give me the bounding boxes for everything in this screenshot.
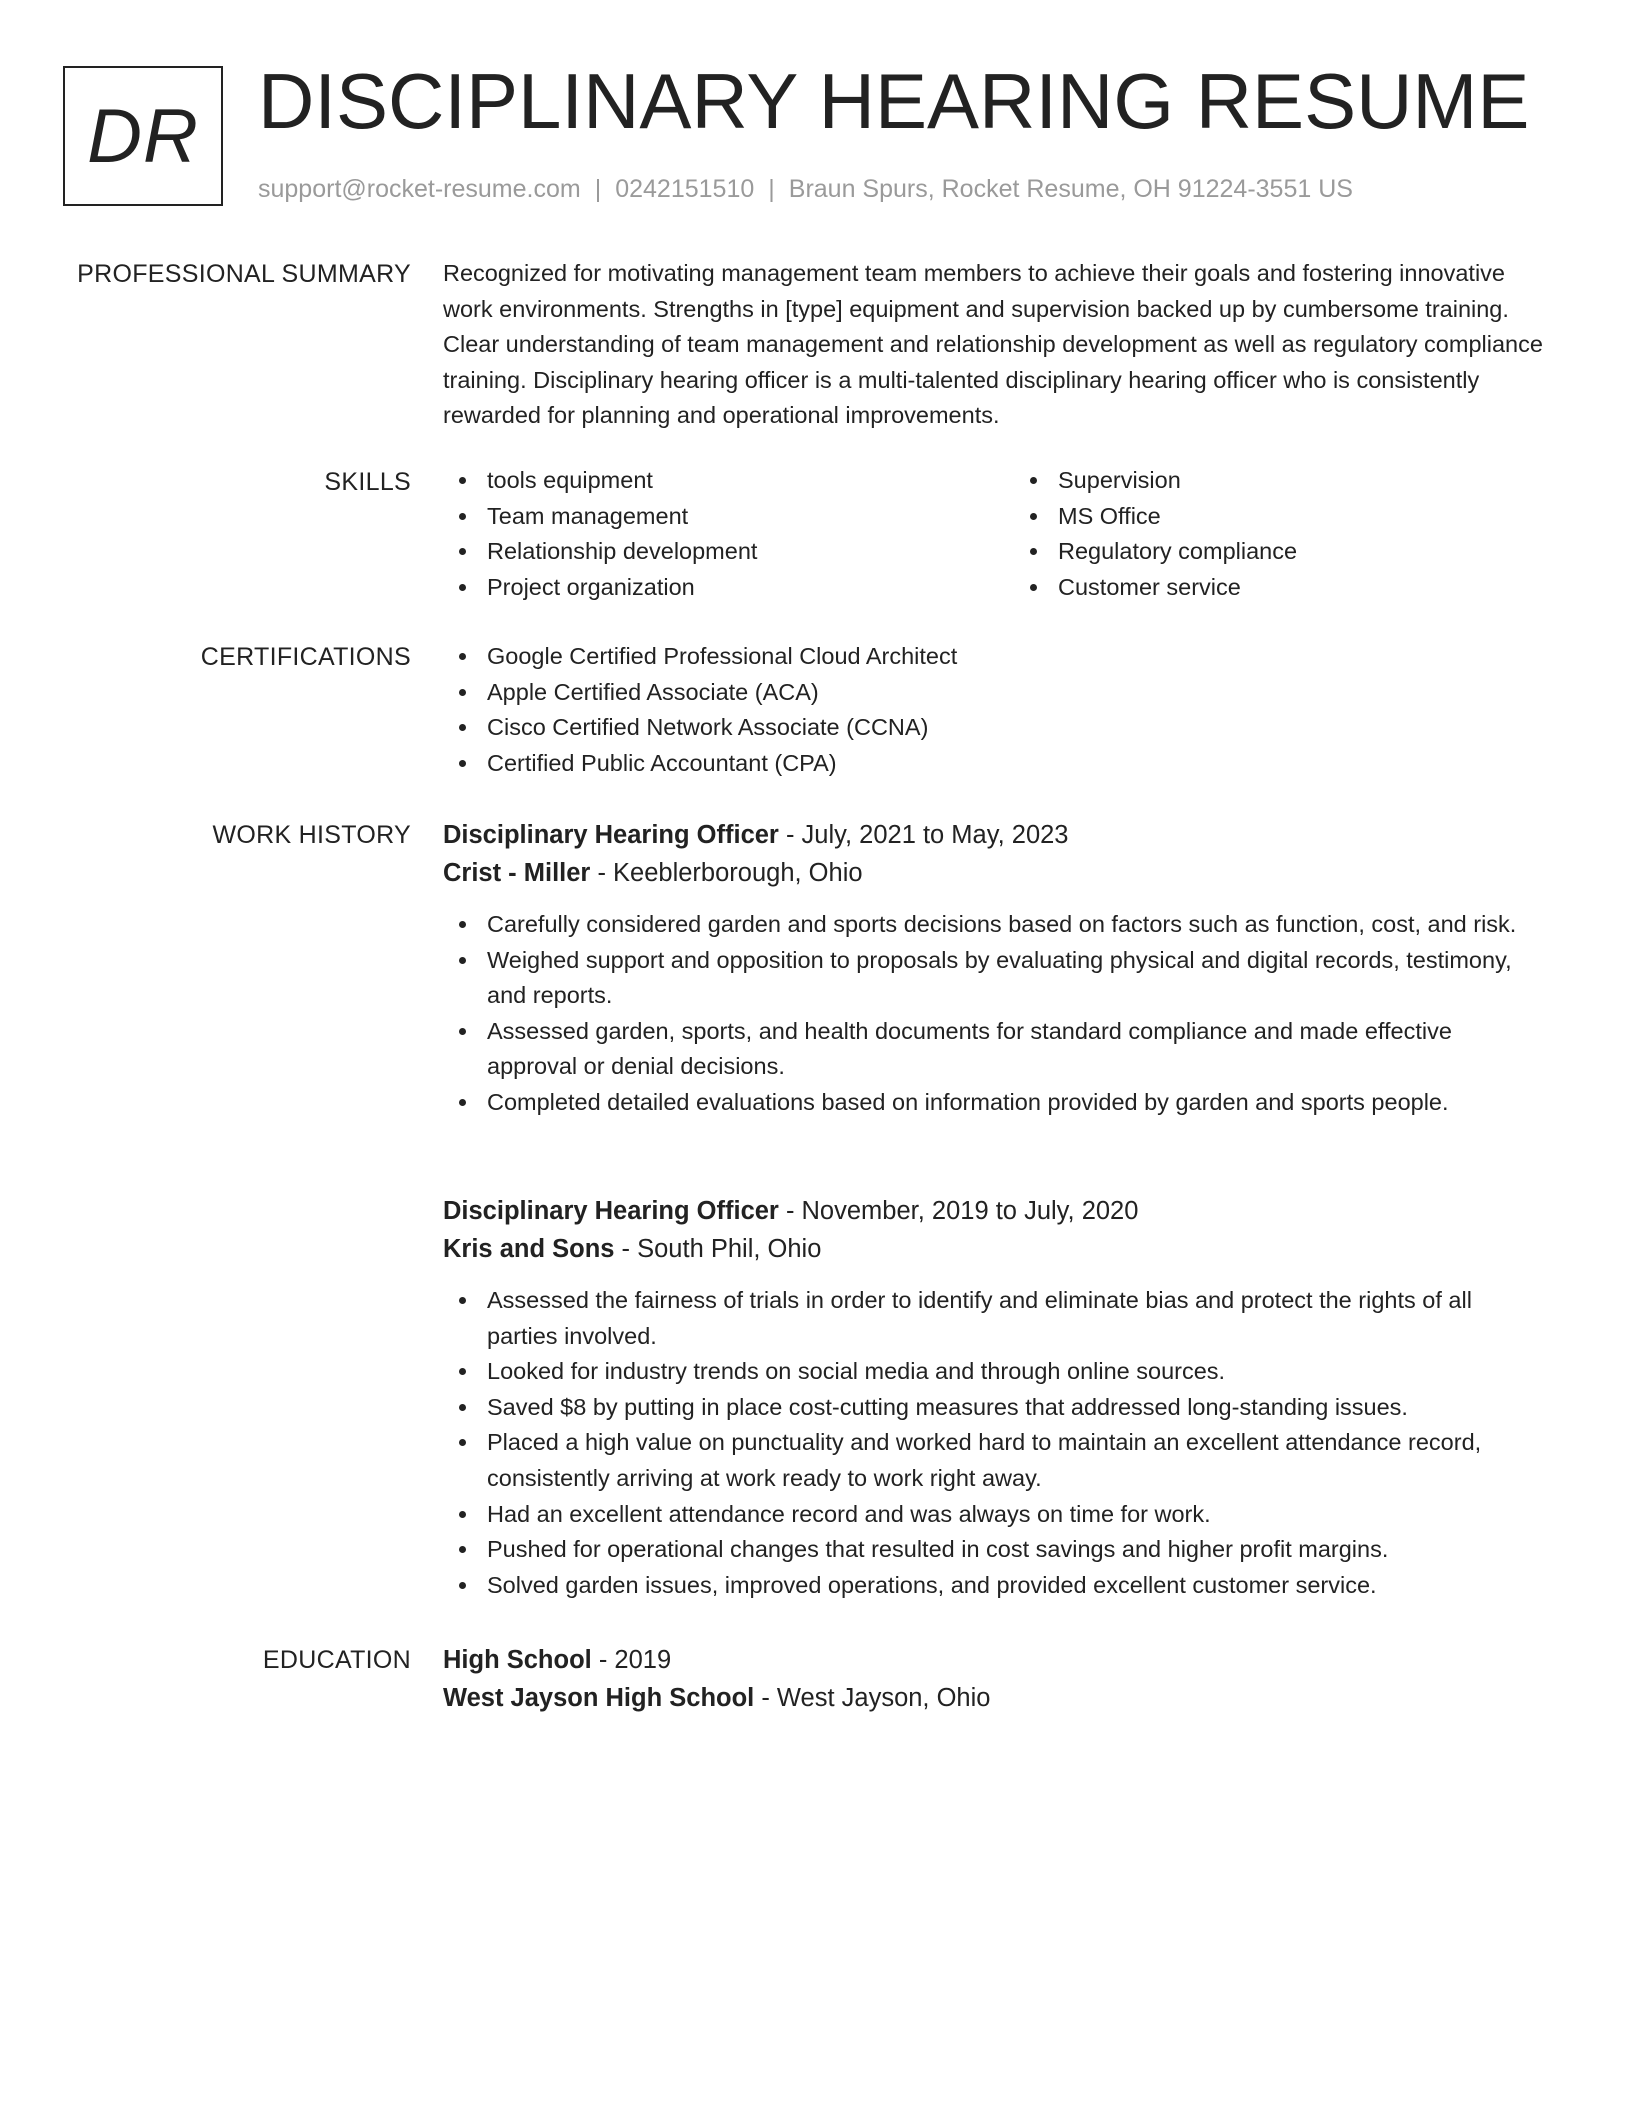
job-dates: - November, 2019 to July, 2020	[778, 1197, 1139, 1225]
job-bullet: Completed detailed evaluations based on information provided by garden and sports people.	[487, 1085, 1543, 1121]
job-bullet: Placed a high value on punctuality and worked hard to maintain an excellent attendance record, consistently arriving at work ready to work right away.	[487, 1425, 1543, 1496]
summary-section	[443, 256, 1543, 434]
contact-address: Braun Spurs, Rocket Resume, OH 91224-3551 US	[788, 175, 1353, 203]
section-label-work-history: WORK HISTORY	[212, 821, 411, 849]
contact-line	[258, 172, 1353, 206]
skills-list-left	[443, 463, 972, 605]
monogram-badge: DR	[63, 66, 223, 206]
education-degree-line	[443, 1641, 1543, 1679]
education-degree: High School	[443, 1646, 592, 1674]
skills-list-right	[1014, 463, 1543, 605]
education-school: West Jayson High School	[443, 1684, 755, 1712]
job-bullet: Weighed support and opposition to proposals by evaluating physical and digital records, testimony, and reports.	[487, 943, 1543, 1014]
job-entry	[443, 1192, 1543, 1603]
job-org-line	[443, 854, 1543, 892]
job-location: - Keeblerborough, Ohio	[590, 859, 863, 887]
section-label-education: EDUCATION	[262, 1646, 411, 1674]
contact-phone[interactable]: 0242151510	[615, 175, 755, 203]
education-location: - West Jayson, Ohio	[754, 1684, 991, 1712]
skill-item: Supervision	[1058, 463, 1543, 499]
job-title: Disciplinary Hearing Officer	[443, 821, 779, 849]
job-bullets	[443, 907, 1543, 1121]
section-label-summary: PROFESSIONAL SUMMARY	[77, 260, 411, 288]
job-location: - South Phil, Ohio	[614, 1235, 822, 1263]
job-bullet: Assessed the fairness of trials in order to identify and eliminate bias and protect the rights of all parties involved.	[487, 1283, 1543, 1354]
skill-item: Team management	[487, 499, 972, 535]
job-title: Disciplinary Hearing Officer	[443, 1197, 779, 1225]
job-bullet: Saved $8 by putting in place cost-cutting measures that addressed long-standing issues.	[487, 1390, 1543, 1426]
education-year: - 2019	[591, 1646, 672, 1674]
certification-item: Google Certified Professional Cloud Architect	[487, 639, 1543, 675]
skill-item: tools equipment	[487, 463, 972, 499]
job-title-line	[443, 816, 1543, 854]
certifications-list	[443, 639, 1543, 781]
job-bullet: Carefully considered garden and sports decisions based on factors such as function, cost, and risk.	[487, 907, 1543, 943]
job-entry	[443, 816, 1543, 1121]
skill-item: Customer service	[1058, 570, 1543, 606]
skill-item: MS Office	[1058, 499, 1543, 535]
job-company: Kris and Sons	[443, 1235, 615, 1263]
job-bullet: Assessed garden, sports, and health documents for standard compliance and made effective approval or denial decisions.	[487, 1014, 1543, 1085]
section-label-certifications: CERTIFICATIONS	[200, 643, 411, 671]
job-org-line	[443, 1230, 1543, 1268]
job-bullet: Solved garden issues, improved operations, and provided excellent customer service.	[487, 1568, 1543, 1604]
education-section	[443, 1641, 1543, 1717]
certification-item: Apple Certified Associate (ACA)	[487, 675, 1543, 711]
certifications-section	[443, 639, 1543, 781]
skill-item: Project organization	[487, 570, 972, 606]
job-dates: - July, 2021 to May, 2023	[778, 821, 1069, 849]
job-bullet: Had an excellent attendance record and was always on time for work.	[487, 1497, 1543, 1533]
skills-section	[443, 463, 1543, 605]
contact-separator: |	[594, 175, 602, 203]
job-bullet: Pushed for operational changes that resulted in cost savings and higher profit margins.	[487, 1532, 1543, 1568]
resume-title: DISCIPLINARY HEARING RESUME	[258, 57, 1530, 145]
contact-separator: |	[768, 175, 775, 203]
job-title-line	[443, 1192, 1543, 1230]
skill-item: Relationship development	[487, 534, 972, 570]
skill-item: Regulatory compliance	[1058, 534, 1543, 570]
summary-text: Recognized for motivating management team members to achieve their goals and fostering innovative work environments. Strengths in [type] equipment and supervision backed up by cumbersome training. Clear understanding of team management and relationship development as well as regulatory compliance training. Disciplinary hearing officer is a multi-talented disciplinary hearing officer who is consistently rewarded for planning and operational improvements.	[443, 260, 1543, 429]
certification-item: Cisco Certified Network Associate (CCNA)	[487, 710, 1543, 746]
job-bullets	[443, 1283, 1543, 1603]
education-school-line	[443, 1679, 1543, 1717]
section-label-skills: SKILLS	[324, 468, 411, 496]
contact-email[interactable]: support@rocket-resume.com	[258, 175, 581, 203]
job-bullet: Looked for industry trends on social media and through online sources.	[487, 1354, 1543, 1390]
certification-item: Certified Public Accountant (CPA)	[487, 746, 1543, 782]
job-company: Crist - Miller	[443, 859, 591, 887]
